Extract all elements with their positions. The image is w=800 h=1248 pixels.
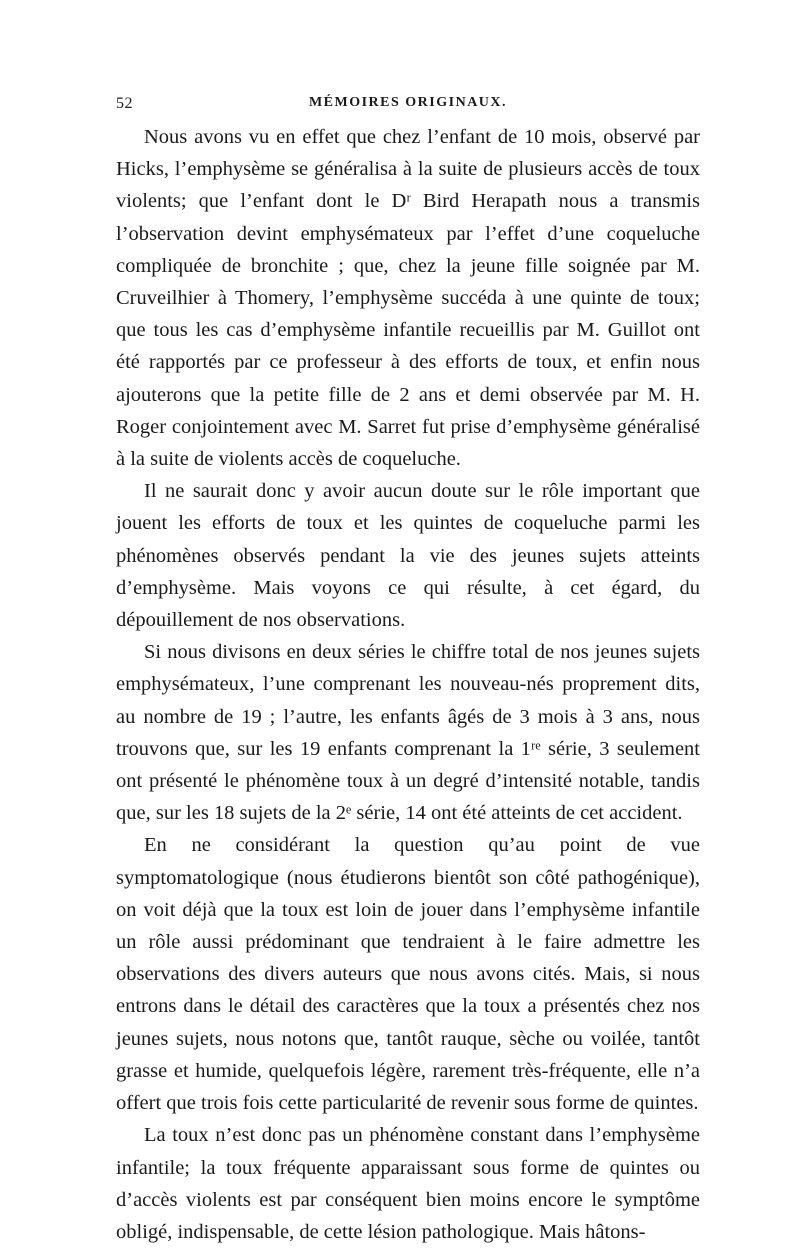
paragraph: La toux n’est donc pas un phénomène constant dans l’emphysème infantile; la toux fréquente apparaissant sous forme de quintes ou d’accès violents est par conséquent bien moins encore le symptôme obligé, indispensable, de cette lésion pathologique. Mais hâtons-	[116, 1124, 700, 1243]
running-title: MÉMOIRES ORIGINAUX.	[308, 95, 508, 110]
paragraph: En ne considérant la question qu’au point de vue symptomatologique (nous étudierons bientôt son côté pathogénique), on voit déjà que la toux est loin de jouer dans l’emphysème infantile un rôle aussi prédominant que tendraient à le faire admettre les observations des divers auteurs que nous avons cités. Mais, si nous entrons dans le détail des caractères que la toux a présentés chez nos jeunes sujets, nous notons que, tantôt rauque, sèche ou voilée, tantôt grasse et humide, quelquefois légère, rarement très-fréquente, elle n’a offert que trois fois cette particularité de revenir sous forme de quintes.	[116, 834, 700, 1115]
paragraph: Si nous divisons en deux séries le chiffre total de nos jeunes sujets emphysémateux, l’une comprenant les nouveau-nés proprement dits, au nombre de 19 ; l’autre, les enfants âgés de 3 mois à 3 ans, nous trouvons que, sur les 19 enfants comprenant la 1ʳᵉ série, 3 seulement ont présenté le phénomène toux à un degré d’intensité notable, tandis que, sur les 18 sujets de la 2ᵉ série, 14 ont été atteints de cet accident.	[116, 641, 700, 825]
body-text	[116, 121, 700, 1248]
paragraph: Il ne saurait donc y avoir aucun doute sur le rôle important que jouent les efforts de toux et les quintes de coqueluche parmi les phénomènes observés pendant la vie des jeunes sujets atteints d’emphysème. Mais voyons ce qui résulte, à cet égard, du dépouillement de nos observations.	[116, 480, 700, 632]
book-page	[116, 95, 700, 1248]
running-head	[116, 95, 700, 121]
paragraph: Nous avons vu en effet que chez l’enfant de 10 mois, observé par Hicks, l’emphysème se généralisa à la suite de plusieurs accès de toux violents; que l’enfant dont le Dʳ Bird Herapath nous a transmis l’observation devint emphysémateux par l’effet d’une coqueluche compliquée de bronchite ; que, chez la jeune fille soignée par M. Cruveilhier à Thomery, l’emphysème succéda à une quinte de toux; que tous les cas d’emphysème infantile recueillis par M. Guillot ont été rapportés par ce professeur à des efforts de toux, et enfin nous ajouterons que la petite fille de 2 ans et demi observée par M. H. Roger conjointement avec M. Sarret fut prise d’emphysème généralisé à la suite de violents accès de coqueluche.	[116, 126, 700, 471]
page-number: 52	[116, 95, 133, 112]
